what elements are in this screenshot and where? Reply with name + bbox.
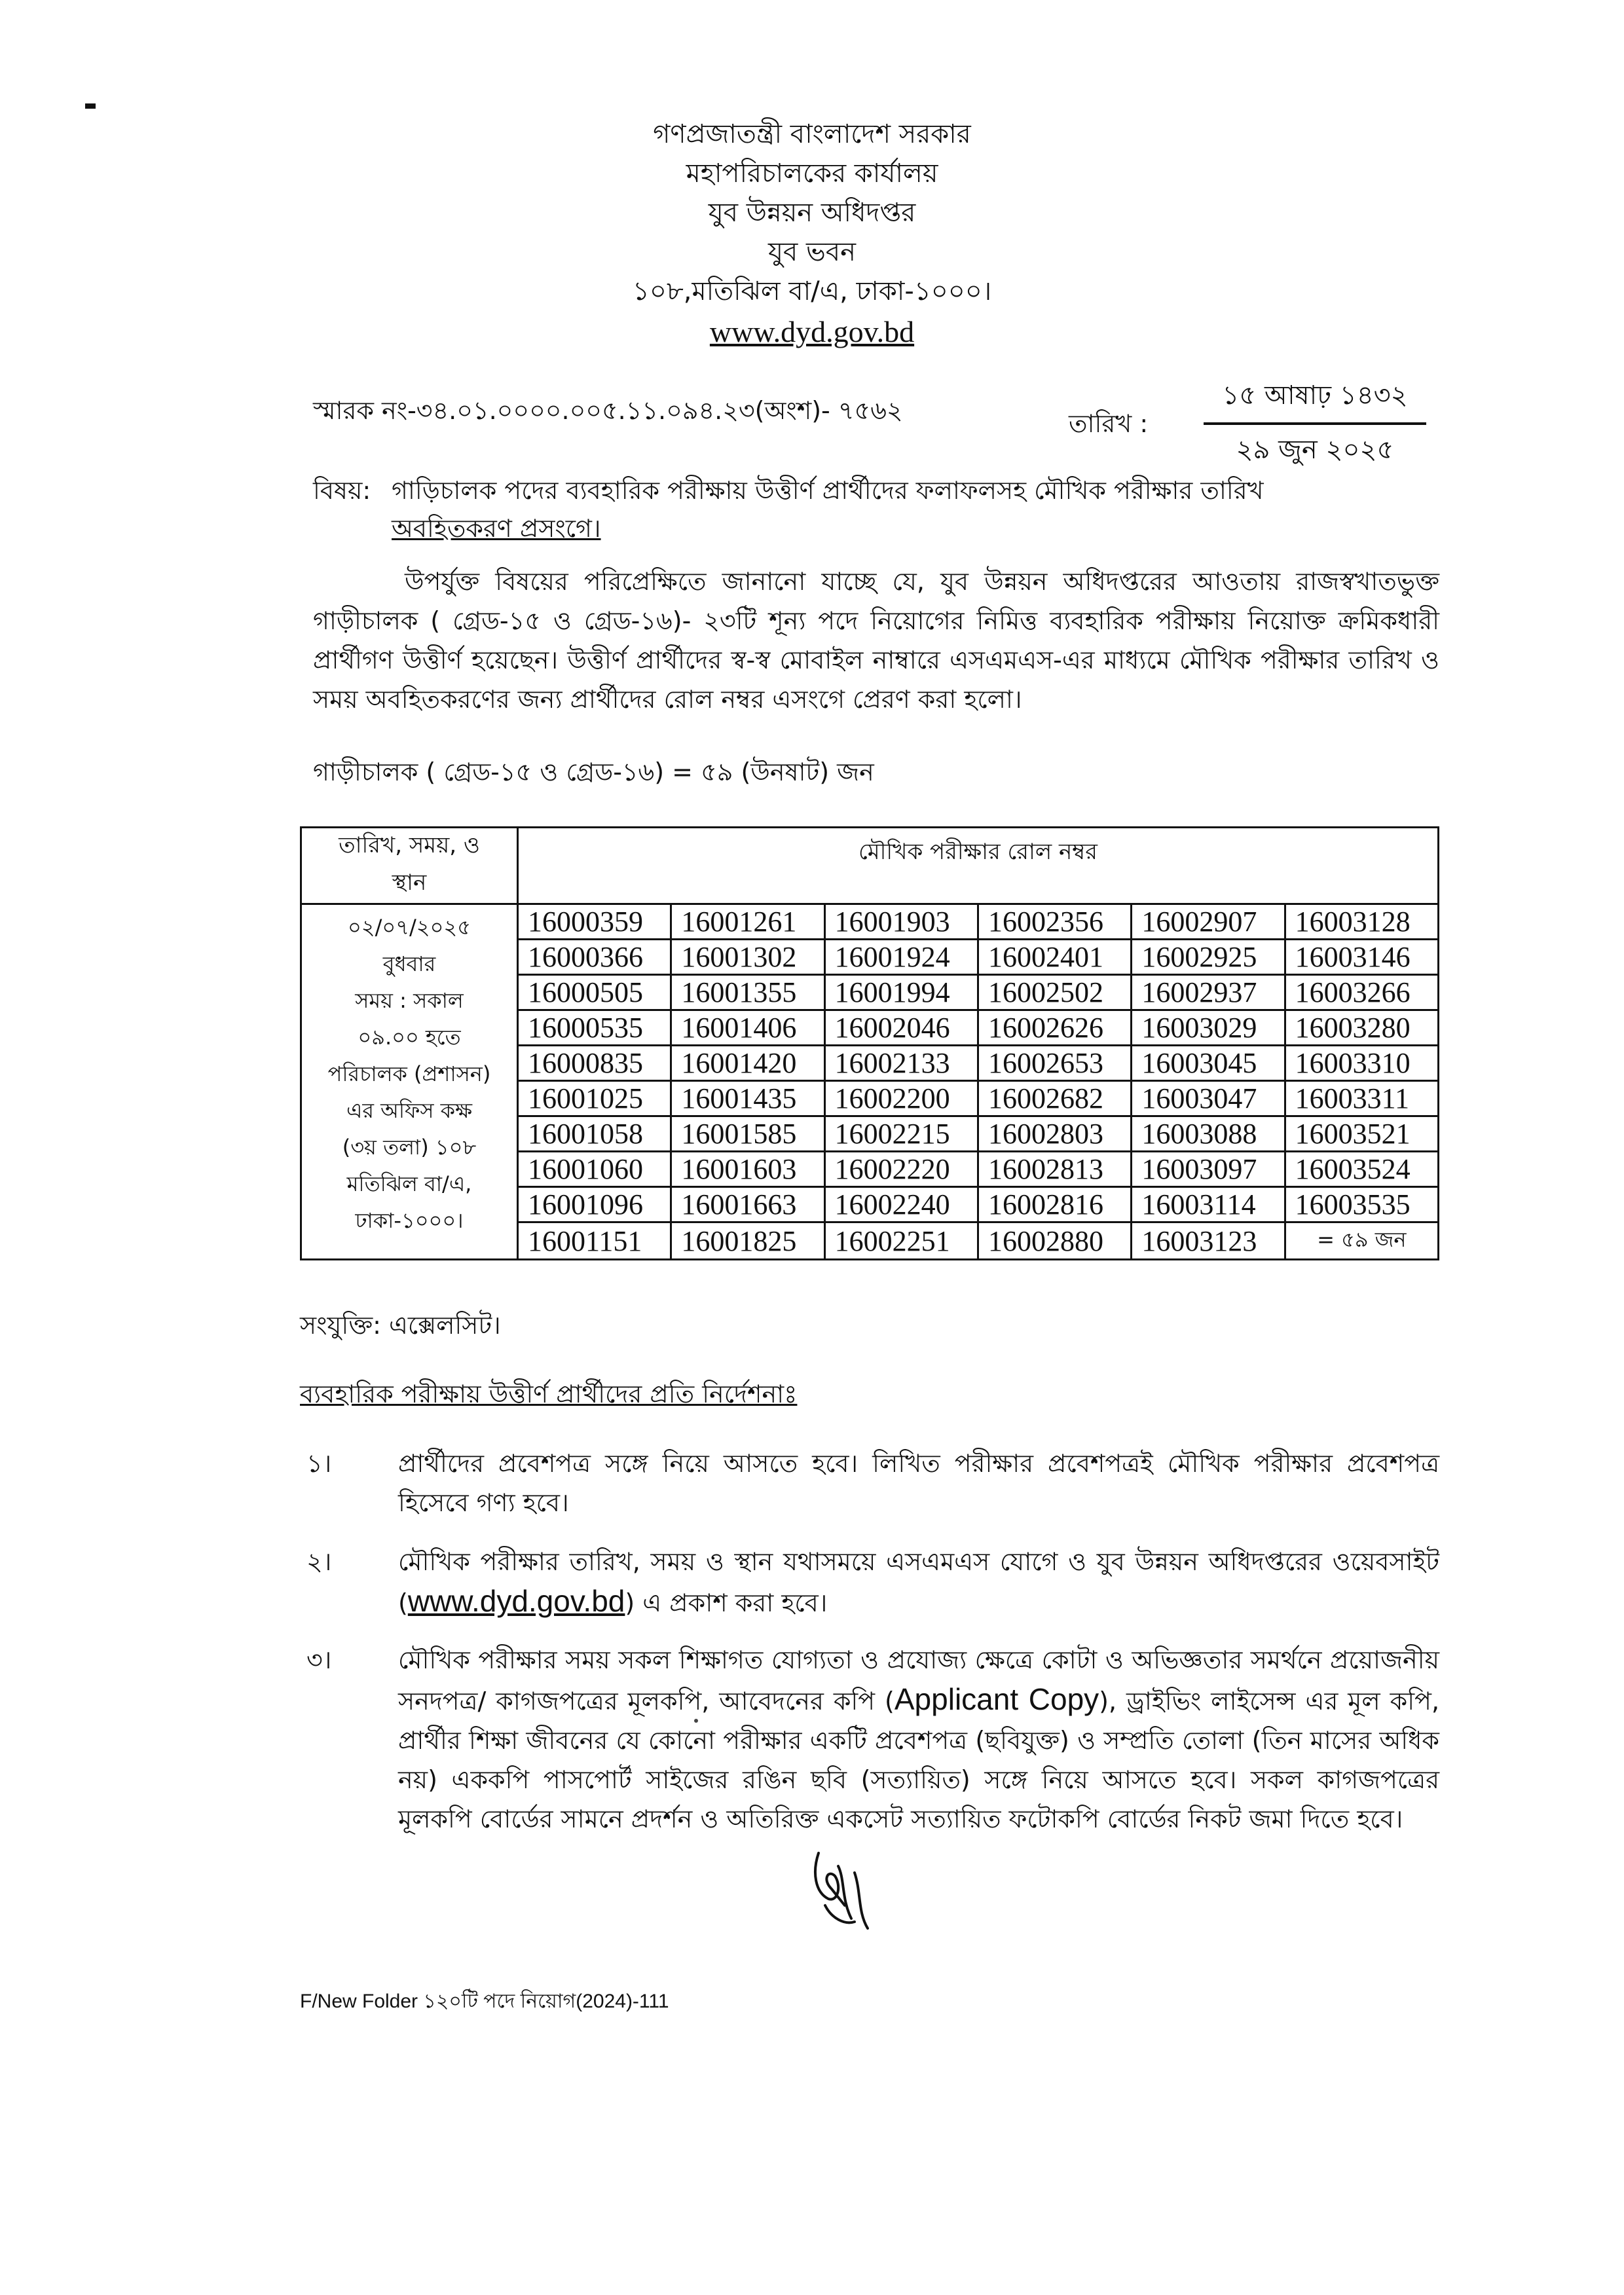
roll-number: 16002626 (978, 1010, 1131, 1046)
roll-number: 16002653 (978, 1046, 1131, 1081)
instruction-text: প্রার্থীদের প্রবেশপত্র সঙ্গে নিয়ে আসতে হবে। লিখিত পরীক্ষার প্রবেশপত্রই মৌখিক পরীক্ষার প্রবেশপত্র হিসেবে গণ্য হবে। (398, 1449, 1439, 1517)
exam-place-line3: (৩য় তলা) ১০৮ (342, 1135, 477, 1160)
roll-number: 16002356 (978, 904, 1131, 940)
exam-time-label: সময় : সকাল (355, 988, 464, 1013)
roll-number: 16002925 (1132, 940, 1285, 975)
roll-number: 16001058 (518, 1116, 671, 1152)
roll-number: 16001903 (824, 904, 978, 940)
roll-number: 16001151 (518, 1222, 671, 1260)
table-row (301, 904, 1439, 940)
roll-number: 16001924 (824, 940, 978, 975)
instruction-item-2 (300, 1542, 1439, 1627)
roll-number: 16003280 (1285, 1010, 1438, 1046)
instruction-text-part: মৌখিক পরীক্ষার সময় সকল শিক্ষাগত যোগ্যতা ও প্রযোজ্য ক্ষেত্রে কোটা ও অভিজ্ঞতার সমর্থনে প্রয়োজনীয় সনদপত্র/ কাগজপত্রের মূলকপি, আবেদনের কপি ( (398, 1645, 1439, 1716)
instruction-number: ১। (306, 1449, 332, 1478)
office-name: মহাপরিচালকের কার্যালয় (686, 158, 938, 189)
subject-label: বিষয়: (313, 476, 371, 505)
date-bangla: ১৫ আষাঢ় ১৪৩২ (1204, 375, 1426, 425)
date-english: ২৯ জুন ২০২৫ (1236, 435, 1394, 465)
roll-number: 16002240 (824, 1187, 978, 1222)
roll-number: 16003311 (1285, 1081, 1438, 1116)
memo-number: স্মারক নং-৩৪.০১.০০০০.০০৫.১১.০৯৪.২৩(অংশ)- ৭৫৬২ (313, 396, 903, 425)
table-header-row (301, 828, 1439, 904)
roll-number: 16001420 (671, 1046, 824, 1081)
address: ১০৮,মতিঝিল বা/এ, ঢাকা-১০০০। (632, 276, 992, 306)
instruction-text-part: মৌখিক পরীক্ষার তারিখ, সময় ও স্থান যথাসময়ে এসএমএস যোগে ও যুব উন্নয়ন অধিদপ্তরের ওয়েবসাইট ( (398, 1547, 1439, 1617)
roll-number: 16002502 (978, 975, 1131, 1010)
roll-number: 16002133 (824, 1046, 978, 1081)
exam-place-line1: পরিচালক (প্রশাসন) (327, 1061, 491, 1086)
scan-mark (85, 103, 96, 109)
roll-number: 16003310 (1285, 1046, 1438, 1081)
roll-number: 16002220 (824, 1152, 978, 1187)
roll-number: 16003128 (1285, 904, 1438, 940)
roll-number: 16000535 (518, 1010, 671, 1046)
exam-date: ০২/০৭/২০২৫ (348, 915, 471, 940)
roll-number: 16003266 (1285, 975, 1438, 1010)
exam-time: ০৯.০০ হতে (358, 1025, 461, 1050)
roll-number: 16002401 (978, 940, 1131, 975)
signature-scribble (805, 1840, 884, 1938)
roll-number: 16002046 (824, 1010, 978, 1046)
roll-number: 16001060 (518, 1152, 671, 1187)
roll-number: 16001603 (671, 1152, 824, 1187)
roll-number: 16002937 (1132, 975, 1285, 1010)
date-block (1204, 375, 1426, 473)
roll-number: 16003146 (1285, 940, 1438, 975)
roll-number: 16001663 (671, 1187, 824, 1222)
roll-number: 16003123 (1132, 1222, 1285, 1260)
roll-number: 16000835 (518, 1046, 671, 1081)
candidate-summary: গাড়ীচালক ( গ্রেড-১৫ ও গ্রেড-১৬) = ৫৯ (উনষাট) জন (313, 758, 874, 786)
roll-table (300, 826, 1439, 1260)
roll-number: 16000505 (518, 975, 671, 1010)
roll-number: 16003088 (1132, 1116, 1285, 1152)
subject-text-line2: অবহিতকরণ প্রসংগে। (392, 514, 601, 543)
exam-place-line4: মতিঝিল বা/এ, (346, 1171, 472, 1196)
roll-number: 16002251 (824, 1222, 978, 1260)
roll-number: 16001994 (824, 975, 978, 1010)
roll-number: 16000366 (518, 940, 671, 975)
roll-number: 16003521 (1285, 1116, 1438, 1152)
exam-day: বুধবার (382, 951, 436, 976)
roll-number: 16002200 (824, 1081, 978, 1116)
roll-number: 16002880 (978, 1222, 1131, 1260)
building-name: যুব ভবন (768, 237, 856, 267)
roll-number: 16003045 (1132, 1046, 1285, 1081)
roll-number: 16001302 (671, 940, 824, 975)
roll-number: 16001406 (671, 1010, 824, 1046)
instruction-number: ২। (306, 1547, 332, 1576)
roll-number: 16002813 (978, 1152, 1131, 1187)
roll-number: 16000359 (518, 904, 671, 940)
applicant-copy-label: Applicant Copy (894, 1682, 1099, 1716)
total-count: = ৫৯ জন (1285, 1222, 1438, 1260)
instruction-text-part: ) এ প্রকাশ করা হবে। (625, 1588, 828, 1617)
roll-number: 16003114 (1132, 1187, 1285, 1222)
body-paragraph: উপর্যুক্ত বিষয়ের পরিপ্রেক্ষিতে জানানো যাচ্ছে যে, যুব উন্নয়ন অধিদপ্তরের আওতায় রাজস্বখাতভুক্ত গাড়ীচালক ( গ্রেড-১৫ ও গ্রেড-১৬)- ২৩টি শূন্য পদে নিয়োগের নিমিত্ত ব্যবহারিক পরীক্ষায় নিয়োক্ত ক্রমিকধারী প্রার্থীগণ উত্তীর্ণ হয়েছেন। উত্তীর্ণ প্রার্থীদের স্ব-স্ব মোবাইল নাম্বারে এসএমএস-এর মাধ্যমে মৌখিক পরীক্ষার তারিখ ও সময় অবহিতকরণের জন্য প্রার্থীদের রোল নম্বর এসংগে প্রেরণ করা হলো। (313, 567, 1439, 714)
roll-number: 16001025 (518, 1081, 671, 1116)
exam-place-line2: এর অফিস কক্ষ (346, 1098, 472, 1123)
government-name: গণপ্রজাতন্ত্রী বাংলাদেশ সরকার (653, 119, 971, 149)
roll-number: 16003097 (1132, 1152, 1285, 1187)
roll-number: 16001825 (671, 1222, 824, 1260)
roll-number: 16003524 (1285, 1152, 1438, 1187)
header-date-time-place (301, 828, 518, 904)
exam-place-line5: ঢাকা-১০০০। (355, 1208, 464, 1233)
header-roll-numbers: মৌখিক পরীক্ষার রোল নম্বর (518, 828, 1439, 904)
instruction-text-part: ), ড্রাইভিং লাইসেন্স এর মূল কপি, প্রার্থীর শিক্ষা জীবনের যে কোনো পরীক্ষার একটি প্রবেশপত্র (ছবিযুক্ত) ও সম্প্রতি তোলা (তিন মাসের অধিক নয়) এককপি পাসপোর্ট সাইজের রঙিন ছবি (সত্যায়িত) সঙ্গে নিয়ে আসতে হবে। সকল কাগজপত্রের মূলকপি বোর্ডের সামনে প্রদর্শন ও অতিরিক্ত একসেট সত্যায়িত ফটোকপি বোর্ডের নিকট জমা দিতে হবে। (398, 1687, 1440, 1833)
roll-number: 16003029 (1132, 1010, 1285, 1046)
roll-number: 16001096 (518, 1187, 671, 1222)
roll-number: 16002816 (978, 1187, 1131, 1222)
subject (313, 471, 1439, 547)
date-label: তারিখ : (1069, 409, 1149, 438)
instructions-title: ব্যবহারিক পরীক্ষায় উত্তীর্ণ প্রার্থীদের প্রতি নির্দেশনাঃ (300, 1380, 798, 1408)
roll-number: 16001261 (671, 904, 824, 940)
letterhead (0, 115, 1624, 353)
roll-number: 16003535 (1285, 1187, 1438, 1222)
header-left-line1: তারিখ, সময়, ও (339, 832, 480, 858)
scan-mark (694, 1719, 698, 1723)
signature (805, 1840, 884, 1941)
subject-text-line1: গাড়িচালক পদের ব্যবহারিক পরীক্ষায় উত্তীর্ণ প্রার্থীদের ফলাফলসহ মৌখিক পরীক্ষার তারিখ (392, 476, 1264, 505)
roll-number: 16001355 (671, 975, 824, 1010)
attachment-note: সংযুক্তি: এক্সেলসিট। (300, 1311, 501, 1340)
instruction-number: ৩। (306, 1645, 332, 1674)
roll-number: 16002803 (978, 1116, 1131, 1152)
roll-number: 16002907 (1132, 904, 1285, 940)
roll-number: 16001435 (671, 1081, 824, 1116)
website-link[interactable]: www.dyd.gov.bd (709, 315, 915, 348)
roll-number: 16003047 (1132, 1081, 1285, 1116)
roll-number: 16002682 (978, 1081, 1131, 1116)
roll-number: 16001585 (671, 1116, 824, 1152)
exam-info-cell (301, 904, 518, 1260)
website-link[interactable]: www.dyd.gov.bd (407, 1584, 625, 1618)
roll-number: 16002215 (824, 1116, 978, 1152)
instruction-item-1 (300, 1444, 1439, 1529)
instruction-text (398, 1640, 1439, 1839)
department-name: যুব উন্নয়ন অধিদপ্তর (708, 198, 916, 228)
instruction-text (398, 1542, 1439, 1623)
file-reference: F/New Folder ১২০টি পদে নিয়োগ(2024)-111 (300, 1991, 669, 2012)
header-left-line2: স্থান (392, 870, 427, 896)
